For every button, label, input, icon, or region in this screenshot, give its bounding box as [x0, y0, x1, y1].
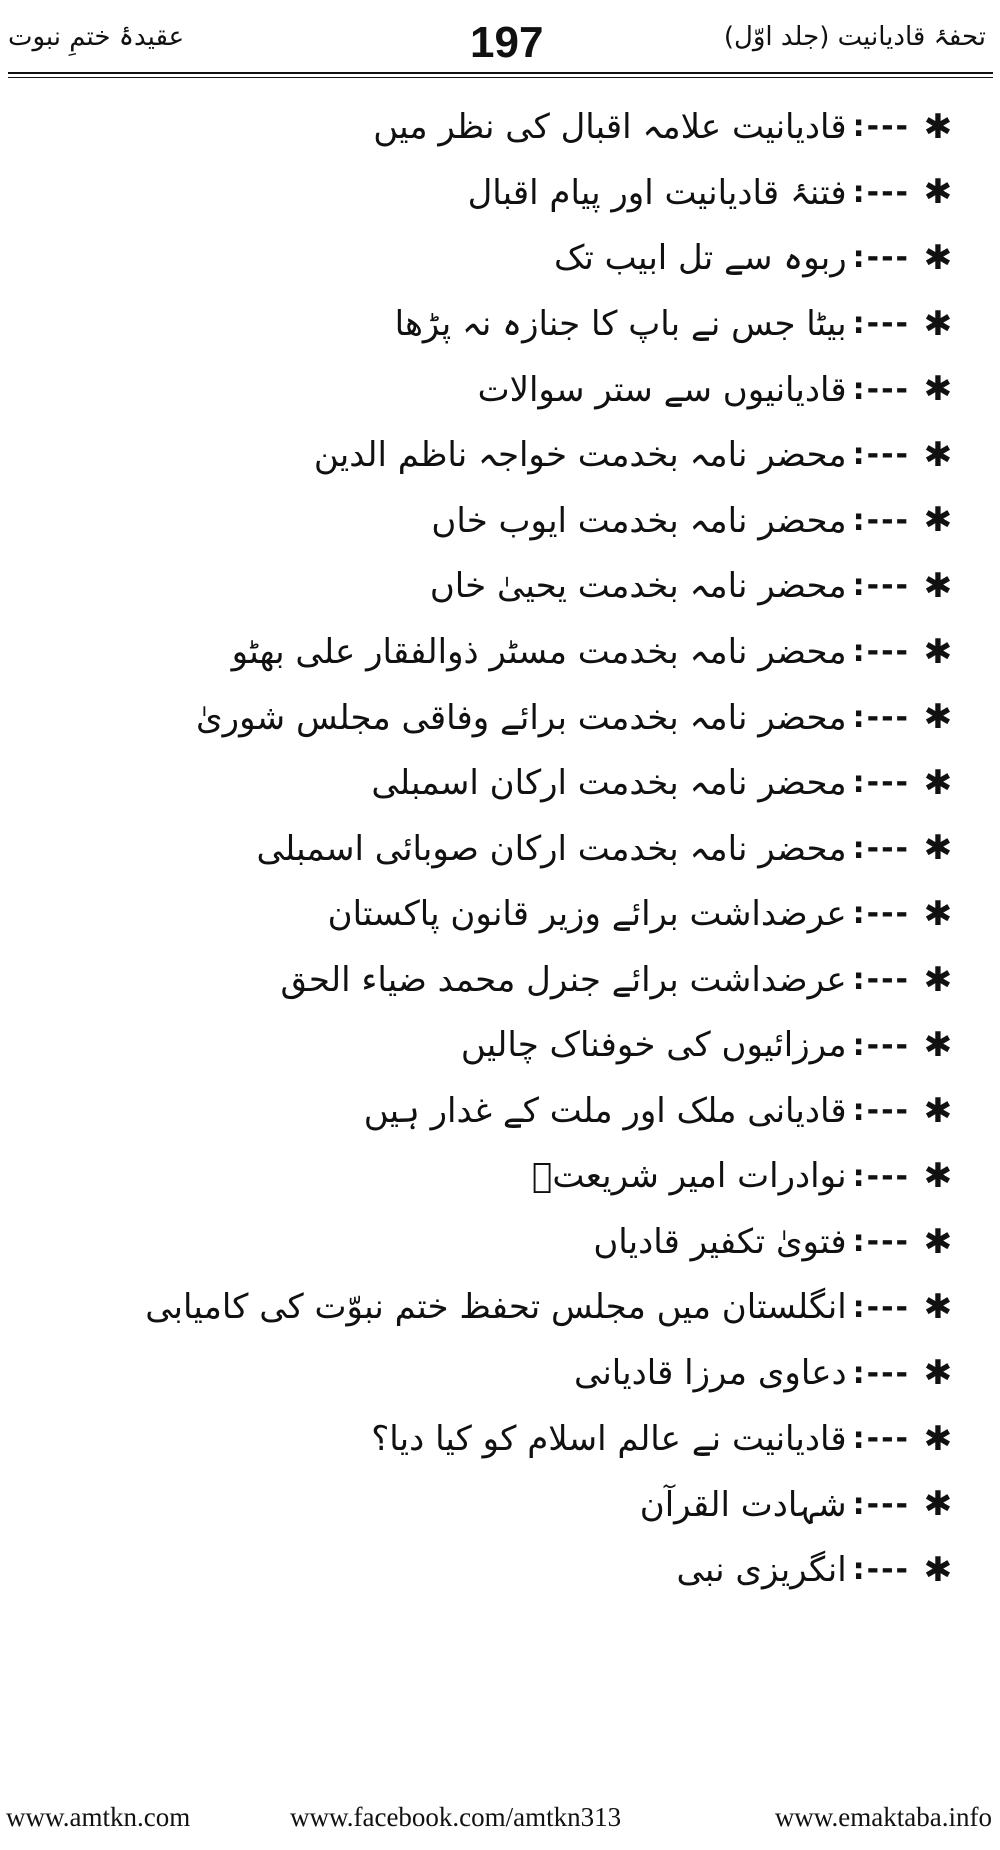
asterisk-bullet-icon: ✱	[923, 172, 953, 213]
item-separator: :---	[852, 109, 910, 145]
asterisk-bullet-icon: ✱	[923, 369, 953, 410]
item-separator: :---	[852, 1027, 910, 1063]
list-item	[40, 1406, 960, 1472]
item-separator: :---	[852, 371, 910, 407]
list-item-text: فتویٰ تکفیر قادیاں	[593, 1221, 847, 1262]
item-separator: :---	[852, 830, 910, 866]
list-item-text: بیٹا جس نے باپ کا جنازہ نہ پڑھا	[394, 304, 847, 345]
asterisk-bullet-icon: ✱	[923, 500, 953, 541]
list-item-text: قادیانیت نے عالم اسلام کو کیا دیا؟	[371, 1419, 847, 1460]
list-item-text: محضر نامہ بخدمت یحییٰ خاں	[429, 566, 847, 607]
list-item	[40, 750, 960, 816]
item-separator: :---	[852, 437, 910, 473]
asterisk-bullet-icon: ✱	[923, 1221, 953, 1262]
asterisk-bullet-icon: ✱	[923, 1156, 953, 1197]
asterisk-bullet-icon: ✱	[923, 631, 953, 672]
page-number: 197	[470, 18, 544, 67]
list-item	[40, 1275, 960, 1341]
item-separator: :---	[852, 240, 910, 276]
list-item-text: نوادرات امیر شریعتؒ	[531, 1156, 847, 1197]
header-rule-thin	[8, 77, 993, 78]
list-item-text: محضر نامہ بخدمت ارکان اسمبلی	[371, 763, 847, 804]
list-item	[40, 1209, 960, 1275]
list-item-text: دعاوی مرزا قادیانی	[573, 1353, 847, 1394]
list-item	[40, 160, 960, 226]
list-item	[40, 488, 960, 554]
list-item-text: قادیانیت علامہ اقبال کی نظر میں	[373, 107, 847, 148]
list-item	[40, 1012, 960, 1078]
list-item-text: مرزائیوں کی خوفناک چالیں	[460, 1025, 847, 1066]
asterisk-bullet-icon: ✱	[923, 1287, 953, 1328]
asterisk-bullet-icon: ✱	[923, 106, 953, 147]
list-item	[40, 225, 960, 291]
asterisk-bullet-icon: ✱	[923, 828, 953, 869]
asterisk-bullet-icon: ✱	[923, 1025, 953, 1066]
item-separator: :---	[852, 699, 910, 735]
asterisk-bullet-icon: ✱	[923, 1090, 953, 1131]
asterisk-bullet-icon: ✱	[923, 1484, 953, 1525]
list-item-text: محضر نامہ بخدمت مسٹر ذوالفقار علی بھٹو	[231, 632, 847, 673]
item-separator: :---	[852, 1158, 910, 1194]
list-item	[40, 291, 960, 357]
asterisk-bullet-icon: ✱	[923, 303, 953, 344]
list-item	[40, 619, 960, 685]
list-item	[40, 947, 960, 1013]
list-item	[40, 422, 960, 488]
list-item	[40, 356, 960, 422]
asterisk-bullet-icon: ✱	[923, 697, 953, 738]
list-item	[40, 1471, 960, 1537]
item-separator: :---	[852, 634, 910, 670]
header-left-title: عقیدۂ ختمِ نبوت	[8, 22, 185, 52]
item-separator: :---	[852, 1224, 910, 1260]
item-separator: :---	[852, 1355, 910, 1391]
item-separator: :---	[852, 502, 910, 538]
list-item-text: عرضداشت برائے وزیر قانون پاکستان	[327, 894, 847, 935]
item-separator: :---	[852, 1289, 910, 1325]
item-separator: :---	[852, 306, 910, 342]
footer-link-facebook[interactable]: www.facebook.com/amtkn313	[290, 1802, 622, 1832]
item-separator: :---	[852, 1421, 910, 1457]
item-separator: :---	[852, 174, 910, 210]
list-item-text: شہادت القرآن	[639, 1484, 847, 1525]
list-item-text: محضر نامہ بخدمت برائے وفاقی مجلس شوریٰ	[196, 697, 847, 738]
item-separator: :---	[852, 1552, 910, 1588]
list-item	[40, 1144, 960, 1210]
asterisk-bullet-icon: ✱	[923, 893, 953, 934]
list-item-text: انگلستان میں مجلس تحفظ ختم نبوّت کی کامیابی	[145, 1287, 847, 1328]
item-separator: :---	[852, 568, 910, 604]
list-item-text: محضر نامہ بخدمت ایوب خاں	[431, 500, 847, 541]
contents-list	[40, 94, 960, 1603]
item-separator: :---	[852, 765, 910, 801]
list-item-text: عرضداشت برائے جنرل محمد ضیاء الحق	[280, 960, 847, 1001]
item-separator: :---	[852, 962, 910, 998]
page-footer	[0, 1802, 1000, 1842]
asterisk-bullet-icon: ✱	[923, 1353, 953, 1394]
list-item	[40, 1537, 960, 1603]
asterisk-bullet-icon: ✱	[923, 1549, 953, 1590]
asterisk-bullet-icon: ✱	[923, 959, 953, 1000]
list-item	[40, 816, 960, 882]
list-item-text: فتنۂ قادیانیت اور پیام اقبال	[467, 172, 847, 213]
list-item	[40, 1078, 960, 1144]
asterisk-bullet-icon: ✱	[923, 565, 953, 606]
footer-link-emaktaba[interactable]: www.emaktaba.info	[774, 1802, 992, 1832]
asterisk-bullet-icon: ✱	[923, 762, 953, 803]
header-right-title: تحفۂ قادیانیت (جلد اوّل)	[723, 22, 986, 52]
footer-link-amtkn[interactable]: www.amtkn.com	[6, 1802, 191, 1832]
list-item-text: انگریزی نبی	[676, 1549, 847, 1590]
list-item	[40, 684, 960, 750]
page-header	[0, 0, 1000, 78]
list-item-text: محضر نامہ بخدمت ارکان صوبائی اسمبلی	[256, 828, 847, 869]
list-item	[40, 94, 960, 160]
list-item	[40, 553, 960, 619]
list-item-text: محضر نامہ بخدمت خواجہ ناظم الدین	[313, 435, 847, 476]
item-separator: :---	[852, 1486, 910, 1522]
list-item-text: ربوہ سے تل ابیب تک	[553, 238, 847, 279]
list-item	[40, 881, 960, 947]
asterisk-bullet-icon: ✱	[923, 434, 953, 475]
list-item-text: قادیانی ملک اور ملت کے غدار ہیں	[363, 1091, 847, 1132]
asterisk-bullet-icon: ✱	[923, 237, 953, 278]
list-item-text: قادیانیوں سے ستر سوالات	[477, 369, 847, 410]
item-separator: :---	[852, 896, 910, 932]
item-separator: :---	[852, 1093, 910, 1129]
asterisk-bullet-icon: ✱	[923, 1418, 953, 1459]
list-item	[40, 1340, 960, 1406]
header-rule-thick	[8, 72, 993, 74]
